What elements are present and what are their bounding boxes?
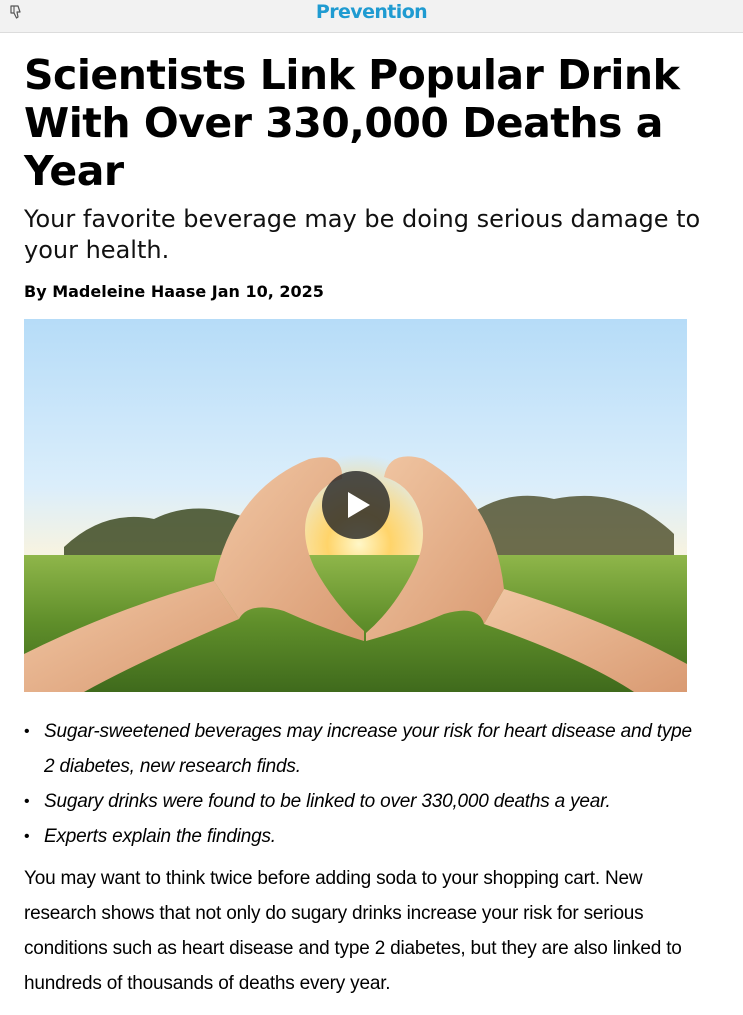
play-icon[interactable]: [322, 471, 390, 539]
article-headline: Scientists Link Popular Drink With Over 330,000 Deaths a Year: [24, 51, 680, 195]
article-video[interactable]: [24, 319, 687, 692]
key-points-list: [24, 714, 704, 854]
list-item: • Sugary drinks were found to be linked to over 330,000 deaths a year.: [24, 791, 611, 812]
article-byline: By Madeleine Haase Jan 10, 2025: [24, 282, 324, 301]
site-logo[interactable]: Prevention: [315, 1, 428, 23]
list-item: • Sugar-sweetened beverages may increase your risk for heart disease and type 2 diabetes, new research finds.: [24, 721, 692, 777]
list-item: • Experts explain the findings.: [24, 826, 276, 847]
article-dek: Your favorite beverage may be doing serious damage to your health.: [24, 205, 701, 264]
article-body-paragraph: You may want to think twice before adding soda to your shopping cart. New research shows that not only do sugary drinks increase your risk for serious conditions such as heart disease and type 2 diabetes, but they are also linked to hundreds of thousands of deaths every year.: [24, 868, 682, 994]
site-header: [0, 0, 743, 33]
